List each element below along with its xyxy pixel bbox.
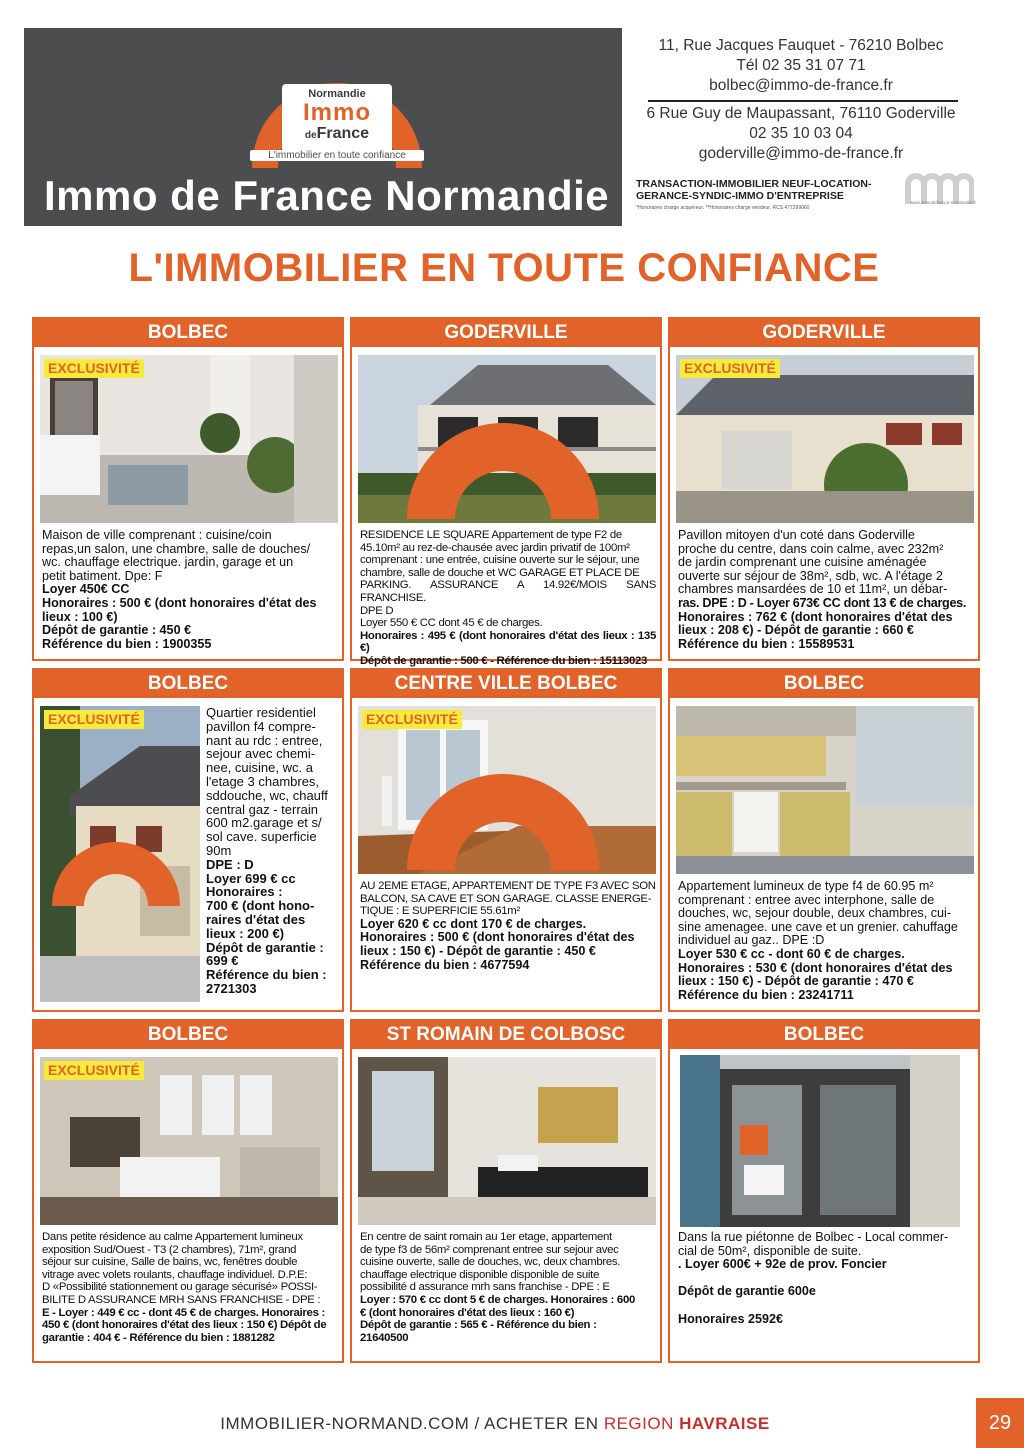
listing-city: GODERVILLE [670, 319, 978, 347]
exclusive-badge: EXCLUSIVITÉ [44, 710, 144, 729]
listing-card[interactable] [350, 317, 662, 667]
listing-city: BOLBEC [34, 319, 342, 347]
listing-card[interactable] [668, 317, 980, 661]
listing-description: Pavillon mitoyen d'un coté dans Goderville proche du centre, dans coin calme, avec 232m² de jardin comprenant une cuisine aménagée ouverte sur séjour de 38m², sdb, wc. A l'étage 2 chambres mansardées de 10 et 11m², un débar- ras. DPE : D - Loyer 673€ CC dont 13 € de charges. Honoraires : 762 € (dont honoraires d'état des lieux : 208 €) - Dépôt de garantie : 660 € Référence du bien : 15589531 [678, 528, 967, 651]
listing-city: BOLBEC [670, 670, 978, 698]
page-title: L'IMMOBILIER EN TOUTE CONFIANCE [128, 246, 880, 290]
listing-city: ST ROMAIN DE COLBOSC [352, 1021, 660, 1049]
listing-card[interactable] [350, 668, 662, 1012]
logo-normandie: Normandie [308, 88, 366, 100]
listing-description: Dans la rue piétonne de Bolbec - Local commer- cial de 50m², disponible de suite. . Loyer 600€ + 92e de prov. Foncier Dépôt de garantie 600e Honoraires 2592€ [678, 1230, 949, 1326]
listing-city: BOLBEC [34, 670, 342, 698]
listing-card[interactable] [32, 317, 344, 661]
brand-name: Immo de France Normandie [44, 172, 610, 219]
listing-card[interactable] [350, 1019, 662, 1363]
logo-tagline: L'immobilier en toute confiance [250, 150, 424, 161]
listing-description: AU 2EME ETAGE, APPARTEMENT DE TYPE F3 AVEC SON BALCON, SA CAVE ET SON GARAGE. CLASSE ENERGE- TIQUE : E SUPERFICIE 55.61m² Loyer 620 € cc dont 170 € de charges. Honoraires : 500 € (dont honoraires d'état des lieux : 150 €) - Dépôt de garantie : 450 € Référence du bien : 4677594 [360, 880, 656, 972]
listing-photo [40, 706, 200, 1002]
exclusive-badge: EXCLUSIVITÉ [44, 359, 144, 378]
listing-photo [358, 706, 656, 874]
logo-immo: Immo [302, 99, 371, 126]
listing-description: Appartement lumineux de type f4 de 60.95 m² comprenant : entree avec interphone, salle de douches, wc, sejour double, deux chambres, cui- sine amenagee. une cave et un grenier. cahuffage individuel au gaz.. DPE :D Loyer 530 € cc - dont 60 € de charges. Honoraires : 530 € (dont honoraires d'état des lieux : 150 €) - Dépôt de garantie : 470 € Référence du bien : 23241711 [678, 879, 958, 1002]
agency-divider [648, 100, 958, 102]
agency-bolbec-address: 11, Rue Jacques Fauquet - 76210 Bolbec [658, 37, 944, 54]
agency-logo-icon [358, 355, 652, 519]
agency-bolbec [640, 36, 962, 96]
agency-goderville [640, 104, 962, 164]
listing-photo [676, 355, 974, 523]
listing-photo [358, 355, 656, 523]
services-note: *Honoraires charge acquéreur. **Honoraires charge vendeur. RCS 477299060 [636, 205, 810, 211]
agency-logo-icon [358, 706, 652, 870]
agency-goderville-address: 6 Rue Guy de Maupassant, 76110 Goderville [646, 105, 956, 122]
listing-city: GODERVILLE [352, 319, 660, 347]
listing-city: CENTRE VILLE BOLBEC [352, 670, 660, 698]
agency-goderville-phone: 02 35 10 03 04 [749, 125, 853, 142]
listing-photo [676, 706, 974, 874]
agency-bolbec-email[interactable]: bolbec@immo-de-france.fr [709, 77, 893, 94]
exclusive-badge: EXCLUSIVITÉ [44, 1061, 144, 1080]
mini-logo-url: www.immodefrance-normandie.fr [909, 200, 976, 205]
agency-bolbec-phone: Tél 02 35 31 07 71 [736, 57, 866, 74]
listing-photo [40, 1057, 338, 1225]
listing-card[interactable] [32, 668, 344, 1012]
listing-description: En centre de saint romain au 1er etage, appartement de type f3 de 56m² comprenant entree sur sejour avec cuisine ouverte, salle de douches, wc, deux chambres. chauffage electrique disponible disponible de suite possibilité d assurance mrh sans franchise - DPE : E Loyer : 570 € cc dont 5 € de charges. Honoraires : 600 € (dont honoraires d'état des lieux : 160 €) Dépôt de garantie : 565 € - Référence du bien : 21640500 [360, 1231, 636, 1344]
listing-description: Dans petite résidence au calme Appartement lumineux exposition Sud/Ouest - T3 (2 chambres), 71m², grand séjour sur cuisine, Salle de bains, wc, fenêtres double vitrage avec volets roulants, chauffage individuel. D.P.E: D «Possibilité stationnement ou garage sécurisé» POSSI- BILITE D ASSURANCE MRH SANS FRANCHISE - DPE : E - Loyer : 449 € cc - dont 45 € de charges. Honoraires : 450 € (dont honoraires d'état des lieux : 150 €) Dépôt de garantie : 404 € - Référence du bien : 1881282 [42, 1231, 327, 1344]
services-list: TRANSACTION-IMMOBILIER NEUF-LOCATION- GERANCE-SYNDIC-IMMO D'ENTREPRISE [636, 178, 872, 202]
listing-description: RESIDENCE LE SQUARE Appartement de type F2 de 45.10m² au rez-de-chausée avec jardin privatif de 100m² comprenant : une entrée, cuisine ouverte sur le séjour, une chambre, salle de douche et WC GARAGE ET PLACE DE PARKING. ASSURANCE A 14.92€/MOIS SANS FRANCHISE. DPE D Loyer 550 € CC dont 45 € de charges. Honoraires : 495 € (dont honoraires d'état des lieux : 135 €) Dépôt de garantie : 500 € - Référence du bien : 15113023 [360, 529, 656, 667]
footer-region: REGION [603, 1414, 680, 1433]
page-number: 29 [976, 1398, 1024, 1448]
listing-card[interactable] [668, 1019, 980, 1363]
exclusive-badge: EXCLUSIVITÉ [680, 359, 780, 378]
brand-banner [24, 28, 622, 226]
logo-france: deFrance [304, 125, 370, 142]
listing-photo [358, 1057, 656, 1225]
listing-card[interactable] [668, 668, 980, 1012]
listing-description: Quartier residentiel pavillon f4 compre- nant au rdc : entree, sejour avec chemi- nee, cuisine, wc. a l'etage 3 chambres, sddouche, wc, chauff central gaz - terrain 600 m2.garage et s/ sol cave. superficie 90m DPE : D Loyer 699 € cc Honoraires : 700 € (dont hono- raires d'état des lieux : 200 €) Dépôt de garantie : 699 € Référence du bien : 2721303 [206, 705, 328, 996]
listing-city: BOLBEC [670, 1021, 978, 1049]
listing-city: BOLBEC [34, 1021, 342, 1049]
listing-description: Maison de ville comprenant : cuisine/coin repas,un salon, une chambre, salle de douches/ wc. chauffage electrique. jardin, garage et un petit batiment. Dpe: F Loyer 450€ CC Honoraires : 500 € (dont honoraires d'état des lieux : 100 €) Dépôt de garantie : 450 € Référence du bien : 1900355 [42, 528, 317, 651]
footer-buy: ACHETER EN [484, 1414, 604, 1433]
listing-photo [40, 355, 338, 523]
footer [0, 1414, 990, 1434]
exclusive-badge: EXCLUSIVITÉ [362, 710, 462, 729]
footer-havraise: HAVRAISE [679, 1414, 770, 1433]
footer-site[interactable]: IMMOBILIER-NORMAND.COM / [220, 1414, 485, 1433]
agency-goderville-email[interactable]: goderville@immo-de-france.fr [698, 145, 904, 162]
logo [282, 84, 392, 158]
agency-logo-icon [40, 706, 196, 998]
listing-photo [680, 1055, 960, 1227]
listing-card[interactable] [32, 1019, 344, 1363]
